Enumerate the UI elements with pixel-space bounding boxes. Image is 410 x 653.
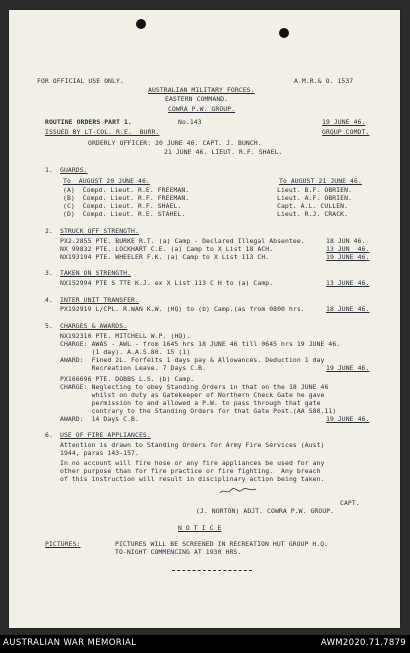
charge-line: contrary to the Standing Orders for that Gate Post.(AA S80.11)	[60, 407, 337, 415]
issued-by: ISSUED BY LT-COL. R.E. BURR.	[45, 128, 160, 136]
section-heading: STRUCK OFF STRENGTH.	[60, 227, 139, 235]
notice-label: PICTURES:	[45, 540, 81, 548]
punch-hole-left	[136, 19, 146, 29]
section-number: 3.	[45, 269, 53, 277]
charge-line: AWARD: Fined 2L. Forfeits 1 days pay & Allowances. Deduction 1 day	[60, 356, 325, 364]
signature-name: (J. NORTON) ADJT. COWRA P.W. GROUP.	[196, 507, 335, 515]
section-heading: TAKEN ON STRENGTH.	[60, 269, 132, 277]
orders-title: ROUTINE ORDERS PART 1.	[45, 118, 132, 126]
guards-left-heading: To AUGUST 20 JUNE 46.	[63, 177, 150, 185]
entry-text: NX152994 PTE S TTE K.J. ex X List 113 C H to (a) Camp.	[60, 279, 274, 287]
archive-footer	[0, 635, 410, 653]
guard-row-left: (D) Compd. Lieut. R.E. STAHEL.	[63, 210, 186, 218]
orderly-officer-line-2: 21 JUNE 46. LIEUT. R.F. SHAEL.	[164, 148, 283, 156]
closing-rule	[172, 570, 252, 571]
charge-line: CHARGE: AWAS - AWL - from 1645 hrs 18 JUNE 46 till 0645 hrs 19 JUNE 46.	[60, 340, 341, 348]
entry-text: PX2.2855 PTE. BURKE R.T. (a) Camp - Declared Illegal Absentee.	[60, 237, 305, 245]
section-number: 1.	[45, 166, 53, 174]
fire-line: of this instruction will result in disciplinary action being taken.	[60, 475, 325, 483]
section-number: 4.	[45, 296, 53, 304]
force-title: AUSTRALIAN MILITARY FORCES.	[148, 86, 255, 94]
guard-row-left: (B) Compd. Lieut. R.F. FREEMAN.	[63, 194, 190, 202]
fire-line: Attention is drawn to Standing Orders for Army Fire Services (Aust)	[60, 441, 325, 449]
official-use-label: FOR OFFICIAL USE ONLY.	[37, 77, 124, 85]
notice-line-1: PICTURES WILL BE SCREENED IN RECREATION HUT GROUP H.Q.	[115, 540, 329, 548]
section-number: 5.	[45, 322, 53, 330]
entry-text: NX 99832 PTE. LOCKHART C.E. (a) Camp to X List 18 ACH.	[60, 245, 274, 253]
charge-line: (1 day). A.A.S.80. 15 (1)	[60, 348, 191, 356]
signature-rank: CAPT.	[340, 499, 360, 507]
fire-line: 1944, paras 143-157.	[60, 449, 139, 457]
guards-right-heading: To AUGUST 21 JUNE 46.	[279, 177, 362, 185]
orders-number: No.143	[178, 118, 202, 126]
section-number: 6.	[45, 431, 53, 439]
punch-hole-right	[279, 28, 289, 38]
guard-row-right: Lieut. B.F. OBRIEN.	[277, 186, 353, 194]
section-number: 2.	[45, 227, 53, 235]
orderly-officer-line-1: ORDERLY OFFICER: 20 JUNE 46. CAPT. J. BUNCH.	[88, 139, 262, 147]
fire-line: other purpose than for fire practice or fire fighting. Any breach	[60, 467, 321, 475]
fire-line: In no account will fire hose or any fire appliances be used for any	[60, 459, 325, 467]
charge-line: permission to and allowed a P.W. to pass through that gate	[60, 399, 321, 407]
entry-date: 18 JUN 46.	[326, 237, 366, 245]
charge-line: Recreation Leave. 7 Days C.B.	[60, 364, 207, 372]
charge-line: PX166696 PTE. DOBBS L.S. (b) Camp.	[60, 375, 195, 383]
guard-row-right: Lieut. A.F. OBRIEN.	[277, 194, 353, 202]
charge-line: CHARGE: Neglecting to obey Standing Orders in that on the 18 JUNE 46	[60, 383, 329, 391]
charge-line: NX192310 PTE. MITCHELL W.P. (HQ).	[60, 332, 191, 340]
section-heading: CHARGES & AWARDS.	[60, 322, 128, 330]
guard-row-right: Lieut. R.J. CRACK.	[277, 210, 349, 218]
section-heading: GUARDS.	[60, 166, 88, 174]
notice-line-2: TO-NIGHT COMMENCING AT 1930 HRS.	[115, 548, 242, 556]
charge-line: AWARD: 14 Days C.B.	[60, 415, 139, 423]
orders-date: 19 JUNE 46.	[322, 118, 366, 126]
notice-heading: N O T I C E	[178, 524, 222, 532]
entry-date: 13 JUNE 46.	[326, 279, 370, 287]
archive-name: AUSTRALIAN WAR MEMORIAL	[3, 638, 137, 648]
group-title: COWRA P.W. GROUP.	[168, 105, 236, 113]
entry-date: 13 JUN 46.	[326, 245, 370, 253]
charge-date: 19 JUNE 46.	[326, 364, 370, 372]
guard-row-left: (C) Compd. Lieut. R.F. SHAEL.	[63, 202, 182, 210]
section-heading: USE OF FIRE APPLIANCES.	[60, 431, 151, 439]
charge-line: whilst on duty as Gatekeeper of Northern Check Gate he gave	[60, 391, 325, 399]
command-title: EASTERN COMMAND.	[165, 95, 229, 103]
charge-date: 19 JUNE 46.	[326, 415, 370, 423]
entry-date: 19 JUNE 46.	[326, 253, 370, 261]
section-heading: INTER UNIT TRANSFER.	[60, 296, 139, 304]
entry-text: NX193194 PTE. WHEELER F.K. (a) Camp to X List 113 CH.	[60, 253, 270, 261]
archive-reference: AWM2020.71.7879	[320, 638, 406, 648]
entry-text: PX192919 L/CPL. R.WAN K.W. (HQ) to (b) Camp.(as from 0800 hrs.	[60, 305, 305, 313]
form-reference: A.M.R.& O. 1537	[294, 77, 354, 85]
handwritten-signature	[218, 486, 258, 496]
guard-row-left: (A) Compd. Lieut. R.E. FREEMAN.	[63, 186, 190, 194]
issuing-hq: GROUP COMDT.	[322, 128, 370, 136]
entry-date: 18 JUNE 46.	[326, 305, 370, 313]
guard-row-right: Capt. A.L. CULLEN.	[277, 202, 349, 210]
